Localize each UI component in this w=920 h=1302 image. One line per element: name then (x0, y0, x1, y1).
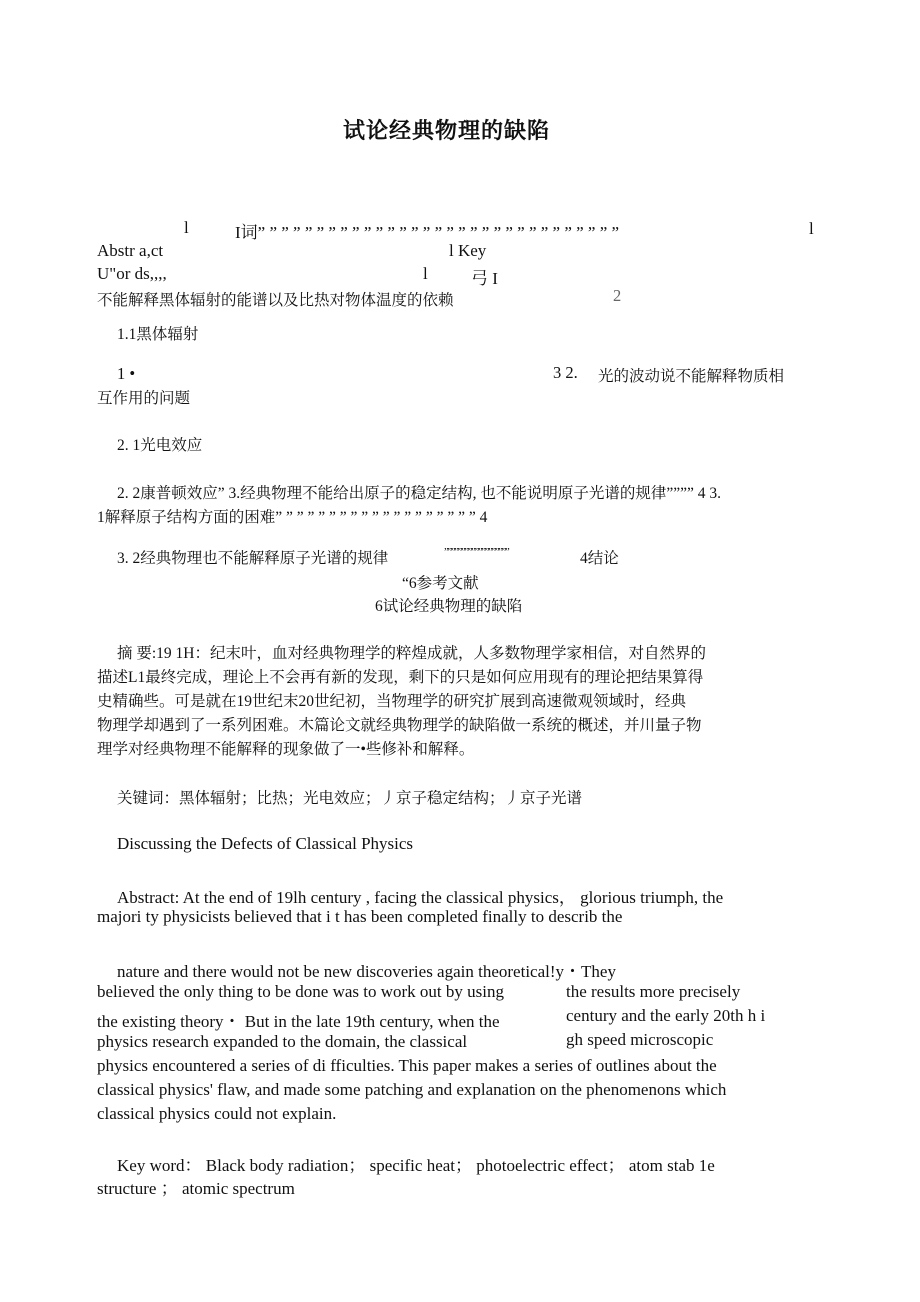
toc-line9: 2. 2康普顿效应” 3.经典物理不能给出原子的稳定结构, 也不能说明原子光谱的规律”””” 4 3. (117, 485, 722, 502)
abstract-en-right-line: the results more precisely (566, 982, 741, 1001)
toc-line12: “6参考文献 (402, 575, 479, 592)
toc-line10: 1解释原子结构方面的困难” ” ” ” ” ” ” ” ” ” ” ” ” ” ” ” ” ” ” 4 (97, 509, 488, 526)
abstract-cn-line: 理学对经典物理不能解释的现象做了一•些修补和解释。 (97, 741, 475, 758)
abstract-en-line: physics encountered a series of di fficulties. This paper makes a series of outlines about the (97, 1056, 717, 1075)
abstract-en-line: Abstract: At the end of 19lh century , facing the classical physics， glorious triumph, the (117, 888, 724, 907)
toc-line5: 1.1黑体辐射 (117, 326, 199, 343)
toc-line6-page: 3 2. (553, 363, 578, 382)
toc-line2-key: l Key (449, 241, 487, 260)
toc-line4-text: 不能解释黑体辐射的能谱以及比热对物体温度的依赖 (97, 292, 454, 309)
toc-line1-num: l (184, 218, 189, 237)
abstract-cn-line: 物理学却遇到了一系列困难。木篇论文就经典物理学的缺陷做一系统的概述，并川量子物 (97, 717, 702, 734)
toc-line4-page: 2 (613, 286, 622, 305)
abstract-en-line: nature and there would not be new discoveries again theoretical!y・They (117, 962, 616, 981)
abstract-en-line: classical physics' flaw, and made some patching and explanation on the phenomenons which (97, 1080, 727, 1099)
toc-line8: 2. 1光电效应 (117, 437, 203, 454)
toc-line1-text: I词” ” ” ” ” ” ” ” ” ” ” ” ” ” ” ” ” ” ” ” ” ” ” ” ” ” ” ” ” ” ” (235, 223, 620, 242)
abstract-cn-line: 摘 要:19 1H：纪末叶，血对经典物理学的粹煌成就，人多数物理学家相信，对自然界的 (117, 645, 707, 662)
toc-line13: 6试论经典物理的缺陷 (375, 598, 523, 615)
toc-line2-text: Abstr a,ct (97, 241, 164, 260)
keywords-en-line: Key word： Black body radiation； specific heat； photoelectric effect； atom stab 1e (117, 1156, 715, 1175)
abstract-cn-line: 描述L1最终完成，理论上不会再有新的发现，剩下的只是如何应用现有的理论把结果算得 (97, 669, 704, 686)
toc-line1-page: l (809, 219, 814, 238)
toc-line6-num: 1 • (117, 364, 136, 383)
toc-line11-leader: ””””””””””””””””””” (444, 546, 509, 558)
abstract-en-line: majori ty physicists believed that i t has been completed finally to describ the (97, 907, 623, 926)
toc-line11-conclusion: 4结论 (580, 550, 619, 567)
toc-line3-num: l (423, 264, 428, 283)
toc-line6-text: 光的波动说不能解释物质相 (598, 368, 785, 385)
keywords-en-line: structure ； atomic spectrum (97, 1179, 295, 1198)
toc-line11-text: 3. 2经典物理也不能解释原子光谱的规律 (117, 550, 389, 567)
abstract-en-line: classical physics could not explain. (97, 1104, 337, 1123)
toc-line3-page: 弓 I (471, 269, 498, 288)
abstract-en-left-line: believed the only thing to be done was to work out by using (97, 982, 504, 1001)
abstract-en-left-line: the existing theory・ But in the late 19th century, when the (97, 1012, 500, 1031)
abstract-en-left-line: physics research expanded to the domain, the classical (97, 1032, 468, 1051)
abstract-en-right-line: gh speed microscopic (566, 1030, 714, 1049)
toc-line3-text: U"or ds,,,, (97, 264, 167, 283)
keywords-cn: 关键词：黑体辐射；比热；光电效应；丿京子稳定结构；丿京子光谱 (117, 790, 583, 807)
english-title: Discussing the Defects of Classical Physics (117, 834, 414, 853)
abstract-cn-line: 史精确些。可是就在19世纪末20世纪初，当物理学的研究扩展到高速微观领域时，经典 (97, 693, 687, 710)
page-title: 试论经典物理的缺陷 (343, 119, 551, 144)
abstract-en-right-line: century and the early 20th h i (566, 1006, 766, 1025)
toc-line7: 互作用的问题 (97, 390, 191, 407)
